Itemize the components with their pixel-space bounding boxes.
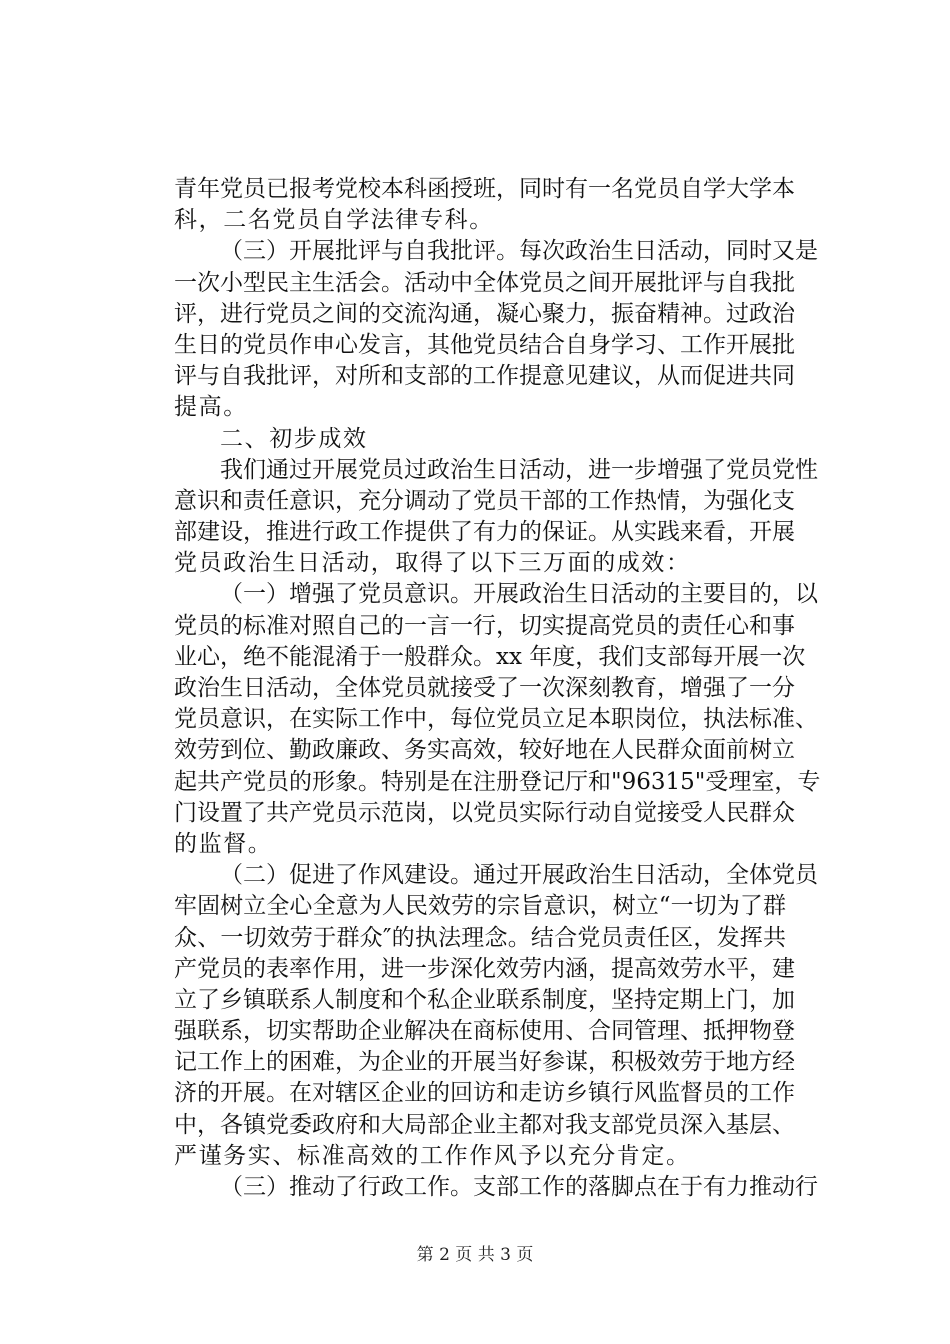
text-line: 科，二名党员自学法律专科。 xyxy=(174,207,494,234)
text-line: 党员意识，在实际工作中，每位党员立足本职岗位，执法标准、 xyxy=(174,706,818,733)
text-line: 济的开展。在对辖区企业的回访和走访乡镇行风监督员的工作 xyxy=(174,1080,795,1107)
text-line: 业心，绝不能混淆于一般群众。xx 年度，我们支部每开展一次 xyxy=(174,643,806,670)
text-line: 评，进行党员之间的交流沟通，凝心聚力，振奋精神。过政治 xyxy=(174,300,795,327)
text-line: 中，各镇党委政府和大局部企业主都对我支部党员深入基层、 xyxy=(174,1111,795,1138)
text-line: 众、一切效劳于群众″的执法理念。结合党员责任区，发挥共 xyxy=(174,924,786,951)
text-line: 政治生日活动，全体党员就接受了一次深刻教育，增强了一分 xyxy=(174,675,795,701)
text-line: 起共产党员的形象。特别是在注册登记厅和"96315"受理室，专 xyxy=(174,768,821,795)
text-line: （一）增强了党员意识。开展政治生日活动的主要目的，以 xyxy=(220,581,818,608)
text-line: 牢固树立全心全意为人民效劳的宗旨意识，树立“一切为了群 xyxy=(174,893,786,920)
document-body xyxy=(174,174,821,1203)
text-line: 二、初步成效 xyxy=(220,425,368,452)
text-line: 的监督。 xyxy=(174,830,273,857)
text-line: 效劳到位、勤政廉政、务实高效，较好地在人民群众面前树立 xyxy=(174,737,795,764)
text-line: 党员政治生日活动，取得了以下三万面的成效： xyxy=(174,550,691,577)
text-line: 生日的党员作申心发言，其他党员结合自身学习、工作开展批 xyxy=(174,331,795,358)
text-line: 提高。 xyxy=(174,394,248,421)
text-line: （二）促进了作风建设。通过开展政治生日活动，全体党员 xyxy=(220,862,818,889)
text-line: 立了乡镇联系人制度和个私企业联系制度，坚持定期上门，加 xyxy=(174,986,795,1013)
text-line: 我们通过开展党员过政治生日活动，进一步增强了党员党性 xyxy=(220,456,818,483)
text-line: （三）开展批评与自我批评。每次政治生日活动，同时又是 xyxy=(220,238,818,265)
text-line: 意识和责任意识，充分调动了党员干部的工作热情，为强化支 xyxy=(174,487,795,514)
text-line: 门设置了共产党员示范岗，以党员实际行动自觉接受人民群众 xyxy=(174,799,795,826)
page-footer: 第 2 页 共 3 页 xyxy=(416,1245,534,1265)
text-line: 党员的标准对照自己的一言一行，切实提高党员的责任心和事 xyxy=(174,612,795,639)
text-line: （三）推动了行政工作。支部工作的落脚点在于有力推动行 xyxy=(220,1174,818,1200)
text-line: 一次小型民主生活会。活动中全体党员之间开展批评与自我批 xyxy=(174,269,795,296)
text-line: 青年党员已报考党校本科函授班，同时有一名党员自学大学本 xyxy=(174,176,795,202)
text-line: 强联系，切实帮助企业解决在商标使用、合同管理、抵押物登 xyxy=(174,1018,795,1045)
text-line: 严谨务实、标准高效的工作作风予以充分肯定。 xyxy=(174,1142,691,1169)
text-line: 记工作上的困难，为企业的开展当好参谋，积极效劳于地方经 xyxy=(174,1049,795,1076)
text-line: 部建设，推进行政工作提供了有力的保证。从实践来看，开展 xyxy=(174,519,795,546)
text-line: 评与自我批评，对所和支部的工作提意见建议，从而促进共同 xyxy=(174,363,795,390)
text-line: 产党员的表率作用，进一步深化效劳内涵，提高效劳水平，建 xyxy=(174,955,795,982)
